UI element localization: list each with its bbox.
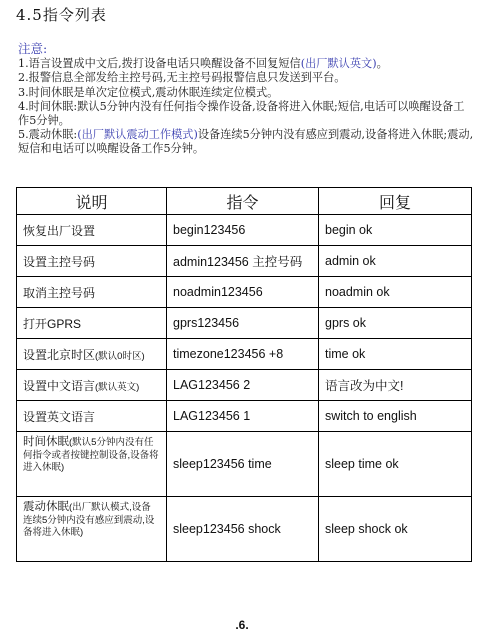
table-row	[17, 497, 472, 562]
note-4: 4.时间休眠:默认5分钟内没有任何指令操作设备,设备将进入休眠;短信,电话可以唤醒设备工作5分钟。	[18, 99, 465, 128]
note-5-highlight: (出厂默认震动工作模式)	[77, 128, 198, 142]
header-command: 指令	[167, 188, 319, 215]
row-description: 时间休眠(默认5分钟内没有任何指令或者按键控制设备,设备将进入休眠)	[17, 432, 167, 497]
notes-label: 注意:	[18, 41, 48, 56]
row-reply: switch to english	[319, 401, 472, 432]
note-5	[18, 128, 474, 156]
table-row	[17, 277, 472, 308]
table-row	[17, 215, 472, 246]
row-reply: noadmin ok	[319, 277, 472, 308]
note-5-prefix: 5.震动休眠:	[18, 128, 78, 142]
row-command: LAG123456 1	[167, 401, 319, 432]
table-header-row	[17, 188, 472, 215]
row-description: 震动休眠(出厂默认模式,设备连续5分钟内没有感应到震动,设备将进入休眠)	[17, 497, 167, 562]
row-reply: gprs ok	[319, 308, 472, 339]
row-description: 设置中文语言(默认英文)	[17, 370, 167, 401]
command-table	[16, 187, 472, 562]
row-reply: 语言改为中文!	[319, 370, 472, 401]
row-description-note: (默认0时区)	[95, 350, 145, 362]
row-command: sleep123456 time	[167, 432, 319, 497]
row-description: 打开GPRS	[17, 308, 167, 339]
note-1-tail: 。	[376, 57, 388, 71]
row-description: 恢复出厂设置	[17, 215, 167, 246]
row-description: 设置主控号码	[17, 246, 167, 277]
row-description-note: (出厂默认模式,设备连续5分钟内没有感应到震动,设备将进入休眠)	[23, 502, 155, 538]
row-command: LAG123456 2	[167, 370, 319, 401]
row-reply: begin ok	[319, 215, 472, 246]
note-1-text: 1.语言设置成中文后,拨打设备电话只唤醒设备不回复短信	[18, 57, 301, 71]
section-heading: 4.5指令列表	[16, 6, 107, 24]
row-description: 设置北京时区(默认0时区)	[17, 339, 167, 370]
note-1-highlight: (出厂默认英文)	[300, 57, 377, 71]
table-row	[17, 246, 472, 277]
row-command: sleep123456 shock	[167, 497, 319, 562]
note-2: 2.报警信息全部发给主控号码,无主控号码报警信息只发送到平台。	[18, 71, 346, 85]
row-reply: admin ok	[319, 246, 472, 277]
table-row	[17, 432, 472, 497]
row-command: admin123456 主控号码	[167, 246, 319, 277]
page-number: .6.	[235, 618, 249, 632]
row-command: gprs123456	[167, 308, 319, 339]
row-description-note: (默认英文)	[95, 381, 140, 393]
row-reply: sleep time ok	[319, 432, 472, 497]
row-command: begin123456	[167, 215, 319, 246]
table-row	[17, 370, 472, 401]
note-3: 3.时间休眠是单次定位模式,震动休眠连续定位模式。	[18, 85, 279, 99]
row-description-note: (默认5分钟内没有任何指令或者按键控制设备,设备将进入休眠)	[23, 437, 159, 473]
header-description: 说明	[17, 188, 167, 215]
note-1	[18, 57, 474, 71]
header-reply: 回复	[319, 188, 472, 215]
notes-block	[18, 42, 474, 157]
row-description: 设置英文语言	[17, 401, 167, 432]
table-row	[17, 339, 472, 370]
row-reply: sleep shock ok	[319, 497, 472, 562]
table-row	[17, 308, 472, 339]
row-command: timezone123456 +8	[167, 339, 319, 370]
table-row	[17, 401, 472, 432]
note-5-text: 设备连续5分钟内没有感应到震动,设备将进入休眠;震动,短信和电话可以唤醒设备工作5分钟。	[18, 128, 474, 156]
row-command: noadmin123456	[167, 277, 319, 308]
row-reply: time ok	[319, 339, 472, 370]
row-description: 取消主控号码	[17, 277, 167, 308]
